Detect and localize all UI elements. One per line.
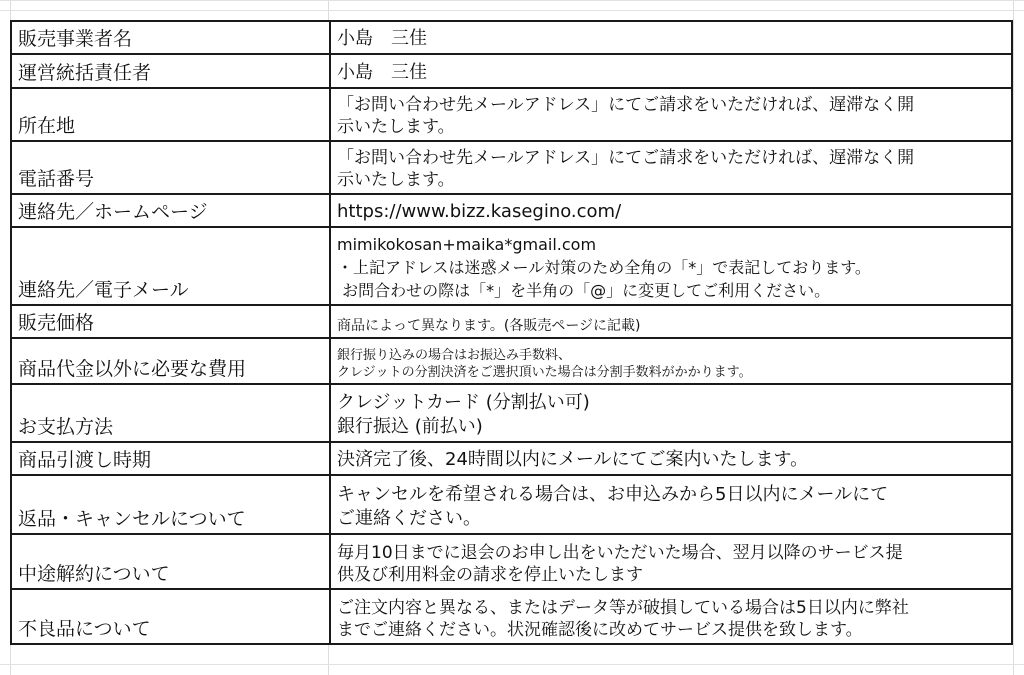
row-value[interactable] bbox=[330, 21, 1012, 54]
row-value[interactable] bbox=[330, 88, 1012, 141]
value-line: 小島 三佳 bbox=[337, 62, 427, 83]
row-label[interactable]: 不良品について bbox=[11, 589, 330, 644]
value-line: クレジットの分割決済をご選択頂いた場合は分割手数料がかかります。 bbox=[337, 365, 752, 380]
row-value[interactable] bbox=[330, 589, 1012, 644]
value-line: 商品によって異なります。(各販売ページに記載) bbox=[337, 318, 641, 334]
value-line: ご連絡ください。 bbox=[337, 508, 481, 529]
value-line: https://www.bizz.kasegino.com/ bbox=[337, 201, 622, 222]
value-line: 銀行振り込みの場合はお振込み手数料、 bbox=[337, 348, 572, 363]
value-line: キャンセルを希望される場合は、お申込みから5日以内にメールにて bbox=[337, 484, 889, 505]
row-label[interactable]: 電話番号 bbox=[11, 141, 330, 194]
grid-line bbox=[1013, 0, 1014, 675]
row-label[interactable]: 連絡先／ホームページ bbox=[11, 194, 330, 227]
table-row bbox=[11, 21, 1012, 54]
value-line: 小島 三佳 bbox=[337, 28, 427, 49]
value-line: 決済完了後、24時間以内にメールにてご案内いたします。 bbox=[337, 449, 809, 470]
grid-line bbox=[0, 0, 1024, 1]
row-value[interactable] bbox=[330, 54, 1012, 88]
row-label[interactable]: 所在地 bbox=[11, 88, 330, 141]
value-line: お問合わせの際は「*」を半角の「@」に変更してご利用ください。 bbox=[337, 281, 831, 300]
value-line: ・上記アドレスは迷惑メール対策のため全角の「*」で表記しております。 bbox=[337, 258, 871, 277]
row-label[interactable]: お支払方法 bbox=[11, 384, 330, 442]
row-value[interactable] bbox=[330, 338, 1012, 384]
value-line: 示いたします。 bbox=[337, 117, 455, 137]
table-row bbox=[11, 534, 1012, 589]
row-value[interactable] bbox=[330, 442, 1012, 475]
row-label[interactable]: 販売事業者名 bbox=[11, 21, 330, 54]
row-label[interactable]: 中途解約について bbox=[11, 534, 330, 589]
row-value[interactable] bbox=[330, 534, 1012, 589]
grid-line bbox=[0, 664, 1024, 665]
table-row bbox=[11, 141, 1012, 194]
row-value[interactable] bbox=[330, 194, 1012, 227]
value-line: 「お問い合わせ先メールアドレス」にてご請求をいただければ、遅滞なく開 bbox=[337, 148, 915, 168]
row-label[interactable]: 連絡先／電子メール bbox=[11, 227, 330, 305]
value-line: ご注文内容と異なる、またはデータ等が破損している場合は5日以内に弊社 bbox=[337, 598, 909, 618]
table-row bbox=[11, 589, 1012, 644]
value-line: 毎月10日までに退会のお申し出をいただいた場合、翌月以降のサービス提 bbox=[337, 543, 903, 563]
row-value[interactable] bbox=[330, 305, 1012, 338]
table-row bbox=[11, 305, 1012, 338]
table-row bbox=[11, 475, 1012, 534]
grid-line bbox=[0, 10, 1024, 11]
row-value[interactable] bbox=[330, 141, 1012, 194]
row-label[interactable]: 運営統括責任者 bbox=[11, 54, 330, 88]
row-value[interactable] bbox=[330, 475, 1012, 534]
row-label[interactable]: 商品引渡し時期 bbox=[11, 442, 330, 475]
value-line: mimikokosan+maika*gmail.com bbox=[337, 235, 597, 254]
row-label[interactable]: 販売価格 bbox=[11, 305, 330, 338]
value-line: 銀行振込 (前払い) bbox=[337, 416, 483, 437]
row-value[interactable] bbox=[330, 384, 1012, 442]
table-row bbox=[11, 442, 1012, 475]
table-row bbox=[11, 54, 1012, 88]
value-line: クレジットカード (分割払い可) bbox=[337, 392, 590, 413]
commerce-disclosure-table bbox=[10, 20, 1013, 645]
value-line: 「お問い合わせ先メールアドレス」にてご請求をいただければ、遅滞なく開 bbox=[337, 95, 915, 115]
row-value[interactable] bbox=[330, 227, 1012, 305]
value-line: 示いたします。 bbox=[337, 170, 455, 190]
table-row bbox=[11, 227, 1012, 305]
table-row bbox=[11, 338, 1012, 384]
table-row bbox=[11, 384, 1012, 442]
row-label[interactable]: 商品代金以外に必要な費用 bbox=[11, 338, 330, 384]
value-line: 供及び利用料金の請求を停止いたします bbox=[337, 565, 643, 585]
value-line: までご連絡ください。状況確認後に改めてサービス提供を致します。 bbox=[337, 620, 863, 640]
table-row bbox=[11, 88, 1012, 141]
table-row bbox=[11, 194, 1012, 227]
row-label[interactable]: 返品・キャンセルについて bbox=[11, 475, 330, 534]
